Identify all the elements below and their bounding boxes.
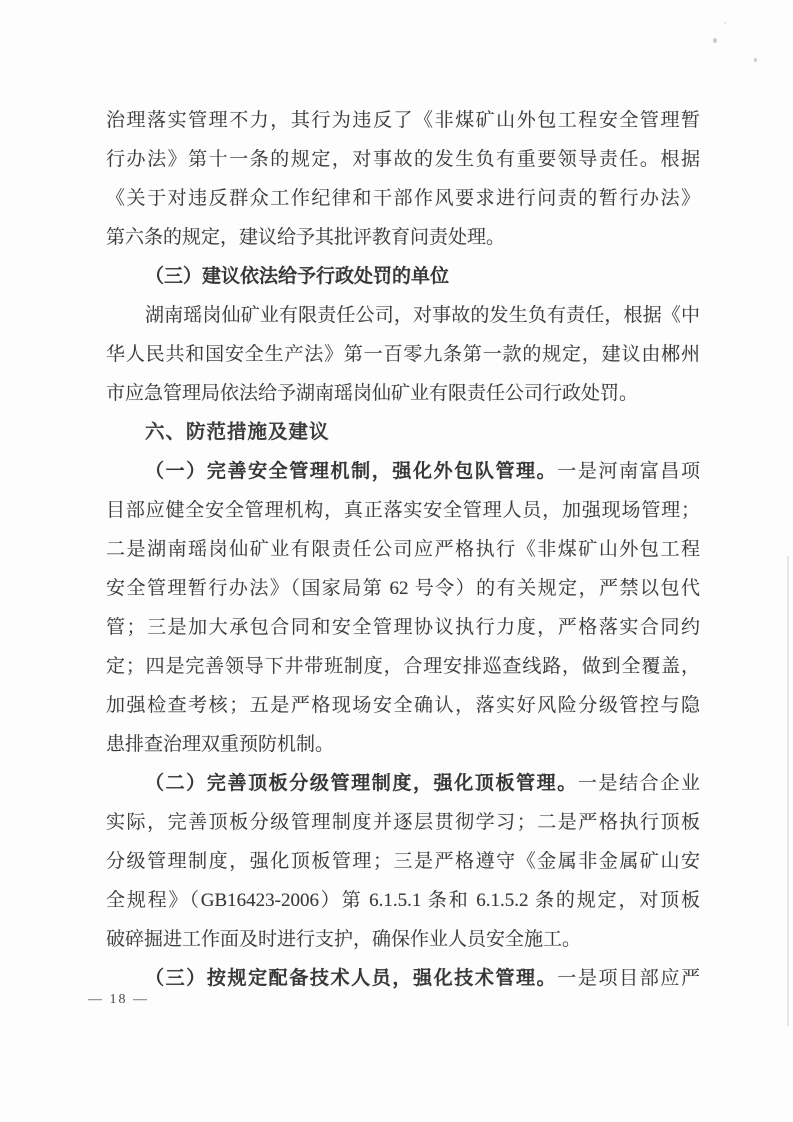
text-line-5 [106,257,700,296]
body-text-segment: 华人民共和国安全生产法》第一百零九条第一款的规定，建议由郴州 [106,344,700,365]
body-text-segment: 实际，完善顶板分级管理制度并逐层贯彻学习；二是严格执行顶板 [106,812,700,833]
text-line-1 [106,101,700,140]
scan-speck [754,58,757,62]
body-text-segment: 全规程》（GB16423-2006）第 6.1.5.1 条和 6.1.5.2 条的规定，对顶板 [106,890,700,911]
text-line-2 [106,140,700,179]
text-line-15 [106,647,700,686]
body-text-segment: 《关于对违反群众工作纪律和干部作风要求进行问责的暂行办法》 [106,188,700,209]
body-text-segment: 一是河南富昌项 [557,461,700,482]
text-line-14 [106,608,700,647]
scan-edge-shadow [787,556,789,1026]
body-text-segment: 患排查治理双重预防机制。 [106,734,335,755]
body-text-segment: 一是结合企业 [577,773,700,794]
body-text-segment: 治理落实管理不力，其行为违反了《非煤矿山外包工程安全管理暂 [106,110,700,131]
body-text-segment: 一是项目部应严 [557,968,700,989]
text-line-17 [106,725,700,764]
text-line-4 [106,218,700,257]
heading-segment: （二）完善顶板分级管理制度，强化顶板管理。 [145,773,578,794]
text-line-6 [106,296,700,335]
text-line-8 [106,374,700,413]
text-line-7 [106,335,700,374]
text-line-9 [106,413,700,452]
body-text-segment: 安全管理暂行办法》（国家局第 62 号令）的有关规定，严禁以包代 [106,578,700,599]
text-line-21 [106,881,700,920]
body-text-segment: 加强检查考核；五是严格现场安全确认，落实好风险分级管控与隐 [106,695,700,716]
heading-segment: （一）完善安全管理机制，强化外包队管理。 [145,461,558,482]
text-line-19 [106,803,700,842]
text-line-12 [106,530,700,569]
heading-segment: （三）建议依法给予行政处罚的单位 [145,266,450,287]
text-line-10 [106,452,700,491]
heading-segment: 六、防范措施及建议 [145,421,330,443]
text-line-22 [106,920,700,959]
scan-speck [713,38,717,43]
body-text-segment: 破碎掘进工作面及时进行支护，确保作业人员安全施工。 [106,929,582,950]
body-text-segment: 目部应健全安全管理机构，真正落实安全管理人员，加强现场管理； [106,500,700,521]
text-line-16 [106,686,700,725]
scan-speck [724,22,726,24]
body-text-segment: 分级管理制度，强化顶板管理；三是严格遵守《金属非金属矿山安 [106,851,700,872]
text-line-20 [106,842,700,881]
page-number: — 18 — [88,992,149,1007]
body-text-segment: 行办法》第十一条的规定，对事故的发生负有重要领导责任。根据 [106,149,700,170]
body-text-segment: 市应急管理局依法给予湖南瑶岗仙矿业有限责任公司行政处罚。 [106,383,639,404]
text-line-13 [106,569,700,608]
body-text-segment: 二是湖南瑶岗仙矿业有限责任公司应严格执行《非煤矿山外包工程 [106,539,700,560]
body-text-segment: 定；四是完善领导下井带班制度，合理安排巡查线路，做到全覆盖， [106,656,700,677]
text-line-11 [106,491,700,530]
document-body [106,101,700,998]
body-text-segment: 第六条的规定，建议给予其批评教育问责处理。 [106,227,506,248]
body-text-segment: 湖南瑶岗仙矿业有限责任公司，对事故的发生负有责任，根据《中 [145,305,700,326]
text-line-18 [106,764,700,803]
text-line-3 [106,179,700,218]
text-line-23 [106,959,700,998]
heading-segment: （三）按规定配备技术人员，强化技术管理。 [145,968,558,989]
body-text-segment: 管；三是加大承包合同和安全管理协议执行力度，严格落实合同约 [106,617,700,638]
